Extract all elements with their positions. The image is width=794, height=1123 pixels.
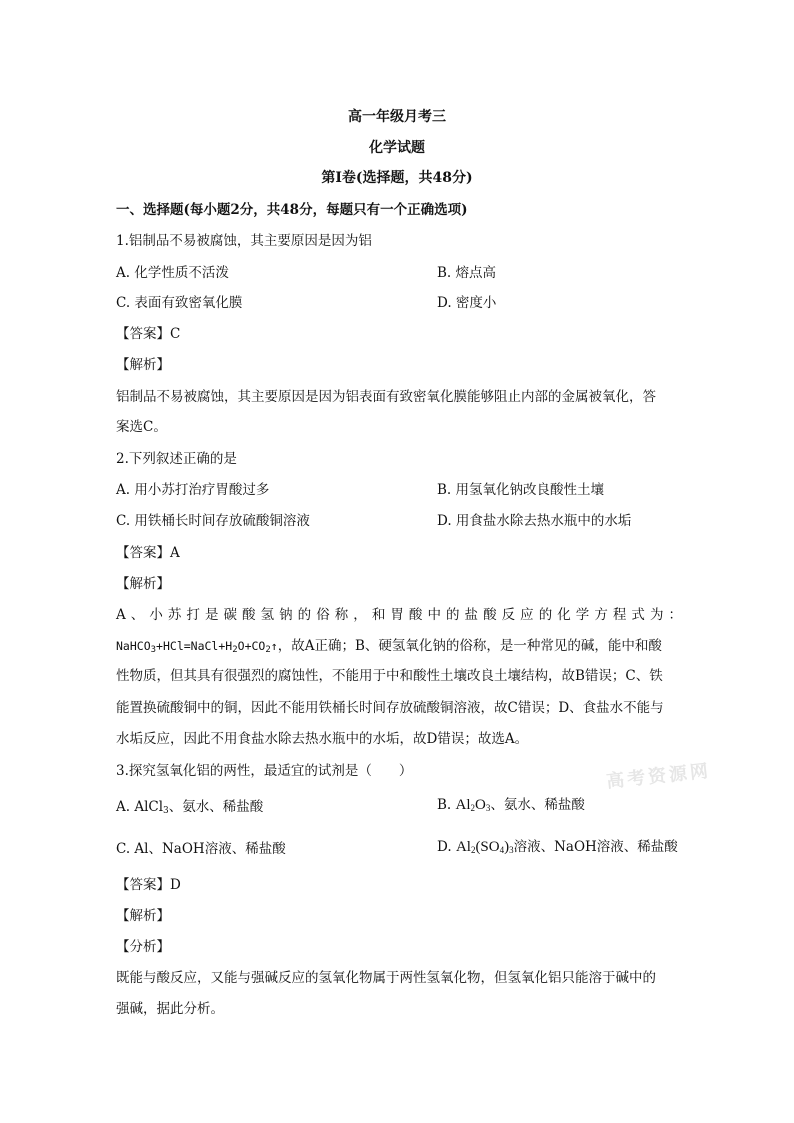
q3-option-b	[437, 793, 585, 814]
formula-part: Al	[455, 839, 471, 855]
formula	[456, 797, 491, 813]
option-text: 溶液、NaOH溶液、稀盐酸	[513, 839, 678, 855]
subscript: 2	[470, 803, 476, 813]
q2-analysis-label: 【解析】	[116, 576, 170, 592]
subscript: 3	[509, 845, 514, 855]
q3-analysis-label: 【解析】	[116, 908, 170, 924]
q1-option-b: B. 熔点高	[437, 265, 497, 281]
q3-option-d	[437, 835, 678, 856]
q2-option-b: B. 用氢氧化钠改良酸性土壤	[437, 482, 605, 498]
q3-fenxi-label: 【分析】	[116, 939, 170, 955]
formula	[456, 839, 514, 855]
equation-part: +HCl=NaCl+H	[156, 639, 233, 653]
formula-part: (SO	[475, 839, 500, 855]
q2-stem: 2.下列叙述正确的是	[116, 451, 237, 467]
formula-part: )	[504, 839, 510, 855]
subscript: 2	[470, 845, 476, 855]
option-text: D.	[437, 839, 456, 855]
q1-analysis-line: 案选C。	[116, 419, 167, 435]
subscript: 3	[163, 806, 169, 816]
q3-analysis-line: 强碱，据此分析。	[116, 1001, 224, 1017]
q2-option-d: D. 用食盐水除去热水瓶中的水垢	[437, 513, 632, 529]
q1-option-a: A. 化学性质不活泼	[116, 265, 229, 281]
subscript: 2	[265, 645, 271, 655]
subscript: 4	[499, 845, 505, 855]
formula-part: Al	[455, 797, 471, 813]
q2-analysis-line: 性物质，但其具有很强烈的腐蚀性，不能用于中和酸性土壤改良土壤结构，故B错误；C、铁	[116, 668, 663, 684]
q2-answer: 【答案】A	[116, 545, 180, 561]
option-text: 、氨水、稀盐酸	[168, 799, 264, 815]
analysis-text: ，故A正确；B、硬氢氧化钠的俗称，是一种常见的碱，能中和酸	[277, 638, 662, 654]
q2-analysis-line: 能置换硫酸铜中的铜，因此不能用铁桶长时间存放硫酸铜溶液，故C错误；D、食盐水不能与	[116, 700, 664, 716]
q2-option-c: C. 用铁桶长时间存放硫酸铜溶液	[116, 513, 310, 529]
equation-part: NaHCO	[116, 639, 151, 653]
q1-option-d: D. 密度小	[437, 295, 497, 311]
q3-stem: 3.探究氢氧化铝的两性，最适宜的试剂是（ ）	[116, 763, 413, 779]
formula-part: O	[475, 797, 486, 813]
q1-analysis-line: 铝制品不易被腐蚀，其主要原因是因为铝表面有致密氧化膜能够阻止内部的金属被氧化，答	[116, 389, 656, 405]
equation-part: O+CO	[237, 639, 266, 653]
q2-analysis-equation-line	[116, 634, 662, 655]
q2-option-a: A. 用小苏打治疗胃酸过多	[116, 482, 270, 498]
option-text: B.	[437, 797, 456, 813]
q1-answer: 【答案】C	[116, 326, 181, 342]
volume-heading: 第Ⅰ卷(选择题，共48分)	[321, 170, 473, 186]
document-subject: 化学试题	[369, 140, 425, 156]
q1-option-c: C. 表面有致密氧化膜	[116, 295, 243, 311]
chemical-equation	[116, 639, 278, 653]
q3-option-c: C. Al、NaOH溶液、稀盐酸	[116, 841, 286, 857]
q3-analysis-line: 既能与酸反应，又能与强碱反应的氢氧化物属于两性氢氧化物，但氢氧化铝只能溶于碱中的	[116, 970, 656, 986]
subscript: 3	[150, 645, 157, 655]
subscript: 2	[232, 645, 238, 655]
q1-analysis-label: 【解析】	[116, 357, 170, 373]
section-heading: 一、选择题(每小题2分，共48分，每题只有一个正确选项)	[116, 202, 468, 218]
q2-analysis-line: A、小苏打是碳酸氢钠的俗称，和胃酸中的盐酸反应的化学方程式为：	[116, 607, 682, 623]
document-title: 高一年级月考三	[348, 109, 446, 125]
q2-analysis-line: 水垢反应，因此不用食盐水除去热水瓶中的水垢，故D错误；故选A。	[116, 731, 529, 747]
watermark: 高考资源网	[605, 760, 712, 793]
q3-answer: 【答案】D	[116, 877, 181, 893]
gas-arrow: ↑	[270, 639, 278, 653]
subscript: 3	[485, 803, 491, 813]
q3-option-a	[116, 795, 263, 816]
option-text: A. AlCl	[116, 799, 164, 815]
option-text: 、氨水、稀盐酸	[490, 797, 585, 813]
q1-stem: 1.铝制品不易被腐蚀，其主要原因是因为铝	[116, 233, 372, 249]
